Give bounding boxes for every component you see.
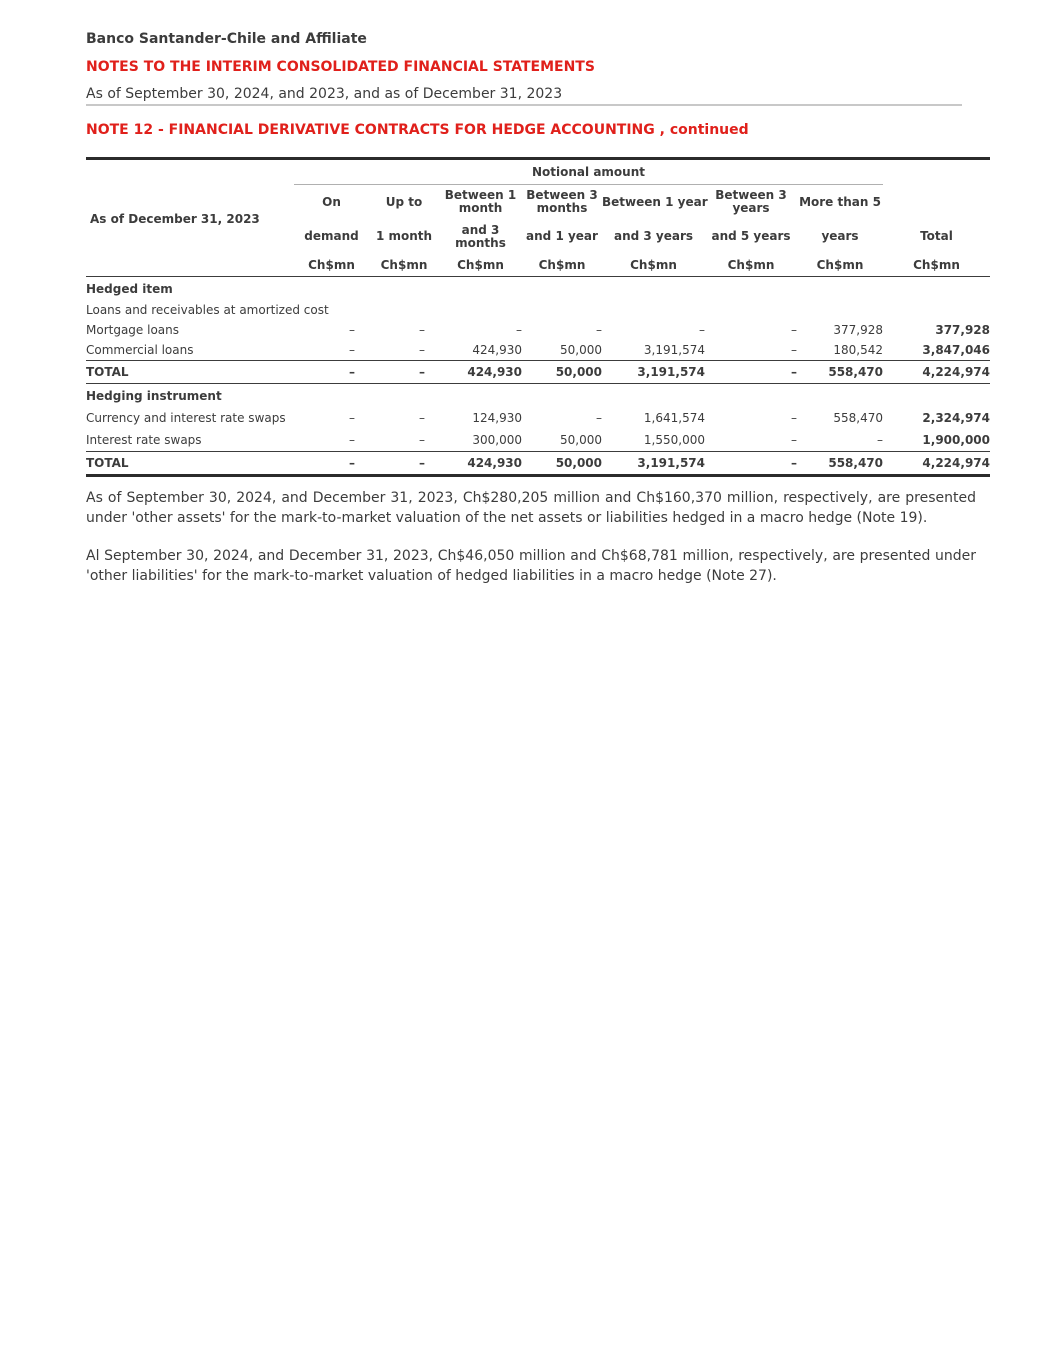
- cell: –: [419, 365, 425, 379]
- col-header-line1: On: [322, 194, 341, 209]
- header-spacer: [883, 159, 990, 185]
- col-header-line1: Up to: [385, 194, 423, 209]
- cell-total: 4,224,974: [922, 365, 990, 379]
- section-hedging-instrument: Hedging instrument: [86, 388, 222, 403]
- col-unit: Ch$mn: [630, 258, 677, 272]
- total-row: [86, 361, 990, 384]
- cell: 50,000: [555, 456, 602, 470]
- notes-title: NOTES TO THE INTERIM CONSOLIDATED FINANCIAL STATEMENTS: [86, 59, 595, 75]
- cell: 1,550,000: [643, 433, 705, 447]
- col-unit: Ch$mn: [913, 258, 960, 272]
- total-row: [86, 452, 990, 476]
- table-row: [86, 407, 990, 429]
- cell: –: [419, 343, 425, 357]
- cell: –: [349, 365, 355, 379]
- cell: 50,000: [560, 343, 602, 357]
- col-header-line1: Between 3 months: [526, 188, 598, 215]
- cell: –: [349, 323, 355, 337]
- row-label: Commercial loans: [86, 343, 194, 357]
- col-header-line2: and 5 years: [711, 229, 791, 243]
- cell: –: [349, 456, 355, 470]
- cell: 1,641,574: [643, 411, 705, 425]
- col-header-line1: More than 5: [799, 194, 881, 209]
- cell: –: [419, 323, 425, 337]
- cell: –: [791, 323, 797, 337]
- total-label: TOTAL: [86, 365, 129, 379]
- cell: 424,930: [467, 365, 522, 379]
- paragraph-other-liabilities: Al September 30, 2024, and December 31, 2023, Ch$46,050 million and Ch$68,781 million, respectively, are presented under 'other liabilities' for the mark-to-market valuation of hedged liabilities in a macro hedge (Note 27).: [86, 548, 976, 584]
- cell-total: 3,847,046: [922, 343, 990, 357]
- cell: 558,470: [828, 456, 883, 470]
- cell: 558,470: [833, 411, 883, 425]
- cell: 424,930: [467, 456, 522, 470]
- as-of-dates: As of September 30, 2024, and 2023, and as of December 31, 2023: [86, 86, 563, 102]
- cell: –: [596, 411, 602, 425]
- cell: –: [349, 433, 355, 447]
- company-name: Banco Santander-Chile and Affiliate: [86, 31, 367, 47]
- cell: –: [419, 433, 425, 447]
- cell-total: 1,900,000: [922, 433, 990, 447]
- cell: 424,930: [472, 343, 522, 357]
- cell: –: [596, 323, 602, 337]
- col-header-line2: years: [821, 229, 859, 243]
- table-row: [86, 340, 990, 361]
- header-spacer: [86, 159, 294, 185]
- cell: 50,000: [560, 433, 602, 447]
- col-header-line2: Total: [920, 229, 953, 243]
- col-header-line1: Between 1 month: [444, 188, 517, 215]
- col-unit: Ch$mn: [457, 258, 504, 272]
- cell: –: [791, 456, 797, 470]
- section-hedged-item: Hedged item: [86, 281, 173, 296]
- paragraph-other-assets: As of September 30, 2024, and December 31, 2023, Ch$280,205 million and Ch$160,370 million, respectively, are presented under 'other assets' for the mark-to-market valuation of the net assets or liabilities hedged in a macro hedge (Note 19).: [86, 490, 976, 526]
- cell: 180,542: [833, 343, 883, 357]
- note-heading: NOTE 12 - FINANCIAL DERIVATIVE CONTRACTS FOR HEDGE ACCOUNTING , continued: [86, 122, 749, 138]
- cell: –: [791, 411, 797, 425]
- col-header-line2: 1 month: [375, 229, 433, 243]
- table-row: [86, 320, 990, 340]
- cell: –: [349, 411, 355, 425]
- cell: –: [419, 456, 425, 470]
- cell-total: 2,324,974: [922, 411, 990, 425]
- col-header-line2: and 1 year: [526, 229, 598, 243]
- col-header-line1: [883, 185, 990, 220]
- col-header-line2: and 3 months: [455, 222, 506, 250]
- as-of-label: As of December 31, 2023: [90, 211, 260, 226]
- cell: –: [791, 433, 797, 447]
- col-header-line1: Between 3 years: [715, 188, 787, 215]
- cell: –: [877, 433, 883, 447]
- cell: 377,928: [833, 323, 883, 337]
- col-header-line2: demand: [304, 229, 359, 243]
- cell: –: [349, 343, 355, 357]
- cell: –: [516, 323, 522, 337]
- cell: 3,191,574: [643, 343, 705, 357]
- col-unit: Ch$mn: [308, 258, 355, 272]
- cell: –: [791, 343, 797, 357]
- subsection-label: Loans and receivables at amortized cost: [86, 303, 329, 317]
- table-row: [86, 429, 990, 452]
- cell: 124,930: [472, 411, 522, 425]
- cell-total: 377,928: [935, 323, 990, 337]
- row-label: Currency and interest rate swaps: [86, 411, 286, 425]
- col-header-line2: and 3 years: [613, 229, 694, 243]
- cell: 300,000: [472, 433, 522, 447]
- cell: –: [791, 365, 797, 379]
- cell: 3,191,574: [637, 365, 705, 379]
- cell: –: [699, 323, 705, 337]
- row-label: Interest rate swaps: [86, 433, 202, 447]
- col-unit: Ch$mn: [727, 258, 775, 272]
- hedge-accounting-table: [86, 157, 990, 477]
- cell-total: 4,224,974: [922, 456, 990, 470]
- header-spacer: [86, 254, 294, 277]
- col-unit: Ch$mn: [380, 258, 428, 272]
- col-header-line1: Between 1 year: [602, 194, 708, 209]
- col-unit: Ch$mn: [538, 258, 586, 272]
- notional-amount-header: Notional amount: [294, 159, 883, 185]
- cell: 558,470: [828, 365, 883, 379]
- cell: 50,000: [555, 365, 602, 379]
- header-divider: [86, 104, 962, 106]
- total-label: TOTAL: [86, 456, 129, 470]
- cell: 3,191,574: [637, 456, 705, 470]
- row-label: Mortgage loans: [86, 323, 180, 337]
- cell: –: [419, 411, 425, 425]
- col-unit: Ch$mn: [816, 258, 864, 272]
